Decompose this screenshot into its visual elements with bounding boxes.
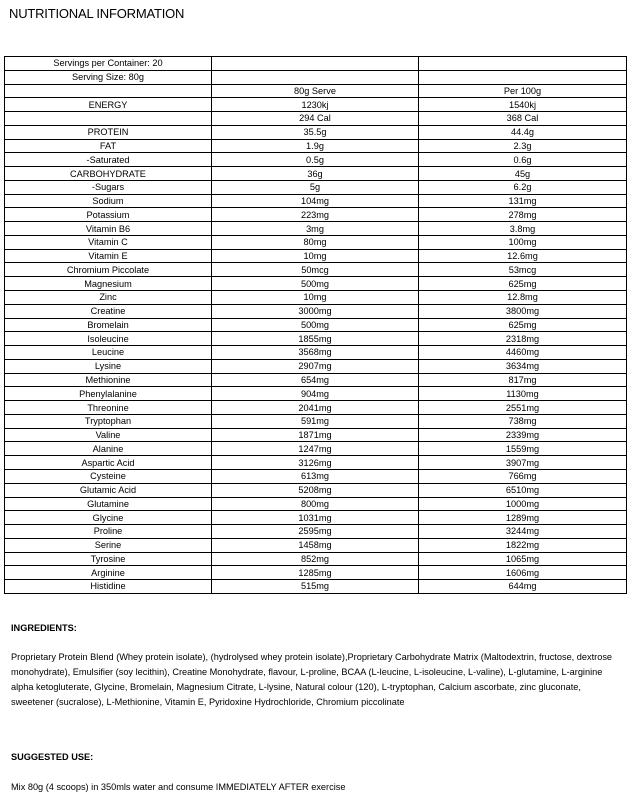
serve-value-cell: 5208mg xyxy=(212,483,419,497)
serve-value-cell: 2907mg xyxy=(212,359,419,373)
suggested-use-heading: SUGGESTED USE: xyxy=(11,752,94,762)
nutrient-name-cell: Arginine xyxy=(5,566,212,580)
nutrient-name-cell: Tyrosine xyxy=(5,552,212,566)
serve-value-cell: 294 Cal xyxy=(212,112,419,126)
per-100g-value-cell: 278mg xyxy=(419,208,627,222)
per-100g-value-cell: 1130mg xyxy=(419,387,627,401)
serve-value-cell: 500mg xyxy=(212,318,419,332)
serve-value-cell: 3000mg xyxy=(212,304,419,318)
table-row xyxy=(5,125,627,139)
nutrient-name-cell: Creatine xyxy=(5,304,212,318)
table-row xyxy=(5,180,627,194)
nutrition-table xyxy=(4,56,627,594)
table-row xyxy=(5,235,627,249)
table-row xyxy=(5,346,627,360)
serve-value-cell: 515mg xyxy=(212,580,419,594)
nutrient-name-cell: Phenylalanine xyxy=(5,387,212,401)
suggested-use-text: Mix 80g (4 scoops) in 350mls water and consume IMMEDIATELY AFTER exercise xyxy=(11,782,346,792)
serve-value-cell: 223mg xyxy=(212,208,419,222)
per-100g-value-cell: 3907mg xyxy=(419,456,627,470)
table-row xyxy=(5,249,627,263)
nutrient-name-cell: Alanine xyxy=(5,442,212,456)
per-100g-value-cell: 2339mg xyxy=(419,428,627,442)
nutrient-name-cell: Vitamin E xyxy=(5,249,212,263)
per-100g-value-cell: 53mcg xyxy=(419,263,627,277)
table-row xyxy=(5,194,627,208)
per-100g-value-cell xyxy=(419,70,627,84)
serve-value-cell: 80g Serve xyxy=(212,84,419,98)
table-row xyxy=(5,580,627,594)
serve-value-cell: 1.9g xyxy=(212,139,419,153)
table-row xyxy=(5,98,627,112)
table-row xyxy=(5,167,627,181)
nutrient-name-cell: Valine xyxy=(5,428,212,442)
serve-value-cell: 104mg xyxy=(212,194,419,208)
per-100g-value-cell: Per 100g xyxy=(419,84,627,98)
table-row xyxy=(5,318,627,332)
nutrient-name-cell: Cysteine xyxy=(5,469,212,483)
serve-value-cell: 2041mg xyxy=(212,401,419,415)
per-100g-value-cell: 1065mg xyxy=(419,552,627,566)
nutrition-table-body xyxy=(5,57,627,594)
nutrient-name-cell: Threonine xyxy=(5,401,212,415)
serve-value-cell: 3126mg xyxy=(212,456,419,470)
per-100g-value-cell: 6.2g xyxy=(419,180,627,194)
nutrient-name-cell: FAT xyxy=(5,139,212,153)
per-100g-value-cell: 3800mg xyxy=(419,304,627,318)
serve-value-cell: 5g xyxy=(212,180,419,194)
table-row xyxy=(5,387,627,401)
per-100g-value-cell: 6510mg xyxy=(419,483,627,497)
nutrient-name-cell: Lysine xyxy=(5,359,212,373)
nutrient-name-cell: CARBOHYDRATE xyxy=(5,167,212,181)
serve-value-cell: 654mg xyxy=(212,373,419,387)
nutrient-name-cell: Magnesium xyxy=(5,277,212,291)
table-row xyxy=(5,414,627,428)
table-header-row xyxy=(5,57,627,71)
per-100g-value-cell: 44.4g xyxy=(419,125,627,139)
serve-value-cell: 1855mg xyxy=(212,332,419,346)
table-row xyxy=(5,552,627,566)
nutrient-name-cell: Aspartic Acid xyxy=(5,456,212,470)
nutrient-name-cell: Glutamic Acid xyxy=(5,483,212,497)
per-100g-value-cell: 644mg xyxy=(419,580,627,594)
per-100g-value-cell: 3.8mg xyxy=(419,222,627,236)
table-row xyxy=(5,566,627,580)
serve-value-cell: 0.5g xyxy=(212,153,419,167)
nutrient-name-cell: Leucine xyxy=(5,346,212,360)
nutrient-name-cell: Serving Size: 80g xyxy=(5,70,212,84)
per-100g-value-cell: 1559mg xyxy=(419,442,627,456)
table-row xyxy=(5,483,627,497)
per-100g-value-cell: 1822mg xyxy=(419,538,627,552)
per-100g-value-cell: 45g xyxy=(419,167,627,181)
nutrient-name-cell: PROTEIN xyxy=(5,125,212,139)
serve-value-cell: 35.5g xyxy=(212,125,419,139)
per-100g-value-cell: 1000mg xyxy=(419,497,627,511)
nutrient-name-cell: Vitamin B6 xyxy=(5,222,212,236)
serve-value-cell: 50mcg xyxy=(212,263,419,277)
per-100g-value-cell: 12.8mg xyxy=(419,291,627,305)
per-100g-value-cell: 2318mg xyxy=(419,332,627,346)
table-header-row xyxy=(5,84,627,98)
per-100g-value-cell xyxy=(419,57,627,71)
serve-value-cell: 1458mg xyxy=(212,538,419,552)
table-row xyxy=(5,456,627,470)
nutrient-name-cell: Potassium xyxy=(5,208,212,222)
serve-value-cell: 3568mg xyxy=(212,346,419,360)
nutrient-name-cell: Sodium xyxy=(5,194,212,208)
table-row xyxy=(5,153,627,167)
table-row xyxy=(5,304,627,318)
nutrient-name-cell: Zinc xyxy=(5,291,212,305)
per-100g-value-cell: 3244mg xyxy=(419,525,627,539)
per-100g-value-cell: 2.3g xyxy=(419,139,627,153)
nutrient-name-cell: Glutamine xyxy=(5,497,212,511)
per-100g-value-cell: 766mg xyxy=(419,469,627,483)
serve-value-cell: 591mg xyxy=(212,414,419,428)
serve-value-cell: 1285mg xyxy=(212,566,419,580)
table-row xyxy=(5,139,627,153)
table-row xyxy=(5,359,627,373)
ingredients-heading: INGREDIENTS: xyxy=(11,623,77,633)
table-row xyxy=(5,112,627,126)
nutrient-name-cell: Methionine xyxy=(5,373,212,387)
nutrient-name-cell xyxy=(5,112,212,126)
nutrient-name-cell xyxy=(5,84,212,98)
per-100g-value-cell: 1540kj xyxy=(419,98,627,112)
table-row xyxy=(5,538,627,552)
table-row xyxy=(5,291,627,305)
per-100g-value-cell: 100mg xyxy=(419,235,627,249)
serve-value-cell: 800mg xyxy=(212,497,419,511)
nutrient-name-cell: Vitamin C xyxy=(5,235,212,249)
table-row xyxy=(5,277,627,291)
per-100g-value-cell: 738mg xyxy=(419,414,627,428)
serve-value-cell: 904mg xyxy=(212,387,419,401)
serve-value-cell: 10mg xyxy=(212,291,419,305)
nutrient-name-cell: Histidine xyxy=(5,580,212,594)
nutrient-name-cell: Servings per Container: 20 xyxy=(5,57,212,71)
table-row xyxy=(5,511,627,525)
per-100g-value-cell: 0.6g xyxy=(419,153,627,167)
nutrient-name-cell: -Saturated xyxy=(5,153,212,167)
nutrient-name-cell: Tryptophan xyxy=(5,414,212,428)
page-title: NUTRITIONAL INFORMATION xyxy=(9,6,185,21)
serve-value-cell: 80mg xyxy=(212,235,419,249)
table-row xyxy=(5,525,627,539)
serve-value-cell: 500mg xyxy=(212,277,419,291)
nutrient-name-cell: Isoleucine xyxy=(5,332,212,346)
per-100g-value-cell: 3634mg xyxy=(419,359,627,373)
table-row xyxy=(5,428,627,442)
per-100g-value-cell: 625mg xyxy=(419,318,627,332)
serve-value-cell: 36g xyxy=(212,167,419,181)
serve-value-cell xyxy=(212,57,419,71)
table-row xyxy=(5,497,627,511)
nutrient-name-cell: Serine xyxy=(5,538,212,552)
nutrient-name-cell: -Sugars xyxy=(5,180,212,194)
serve-value-cell: 1247mg xyxy=(212,442,419,456)
per-100g-value-cell: 817mg xyxy=(419,373,627,387)
serve-value-cell: 613mg xyxy=(212,469,419,483)
table-row xyxy=(5,332,627,346)
per-100g-value-cell: 1606mg xyxy=(419,566,627,580)
nutrient-name-cell: Glycine xyxy=(5,511,212,525)
ingredients-text: Proprietary Protein Blend (Whey protein isolate), (hydrolysed whey protein isolate),Proprietary Carbohydrate Matrix (Maltodextrin, fructose, dextrose monohydrate), Emulsifier (soy lecithin), Creatine Monohydrate, flavour, L-proline, BCAA (L-leucine, L-isoleucine, L-valine), L-glutamine, L-arginine alpha ketogluterate, Glycine, Bromelain, Magnesium Citrate, L-lysine, Natural colour (120), L-tryptophan, Calcium ascorbate, zinc gluconate, sweetener (sucralose), L-Methionine, Vitamin E, Pyridoxine Hydrochloride, Chromium piccolinate xyxy=(11,652,613,707)
per-100g-value-cell: 131mg xyxy=(419,194,627,208)
serve-value-cell: 1871mg xyxy=(212,428,419,442)
table-row xyxy=(5,222,627,236)
table-row xyxy=(5,208,627,222)
nutrient-name-cell: Chromium Piccolate xyxy=(5,263,212,277)
table-row xyxy=(5,263,627,277)
serve-value-cell: 852mg xyxy=(212,552,419,566)
serve-value-cell: 1031mg xyxy=(212,511,419,525)
table-row xyxy=(5,401,627,415)
table-row xyxy=(5,442,627,456)
nutrient-name-cell: Proline xyxy=(5,525,212,539)
table-header-row xyxy=(5,70,627,84)
serve-value-cell: 3mg xyxy=(212,222,419,236)
per-100g-value-cell: 625mg xyxy=(419,277,627,291)
per-100g-value-cell: 12.6mg xyxy=(419,249,627,263)
serve-value-cell xyxy=(212,70,419,84)
per-100g-value-cell: 2551mg xyxy=(419,401,627,415)
serve-value-cell: 10mg xyxy=(212,249,419,263)
nutrient-name-cell: Bromelain xyxy=(5,318,212,332)
serve-value-cell: 2595mg xyxy=(212,525,419,539)
serve-value-cell: 1230kj xyxy=(212,98,419,112)
per-100g-value-cell: 368 Cal xyxy=(419,112,627,126)
table-row xyxy=(5,469,627,483)
per-100g-value-cell: 4460mg xyxy=(419,346,627,360)
table-row xyxy=(5,373,627,387)
per-100g-value-cell: 1289mg xyxy=(419,511,627,525)
nutrient-name-cell: ENERGY xyxy=(5,98,212,112)
